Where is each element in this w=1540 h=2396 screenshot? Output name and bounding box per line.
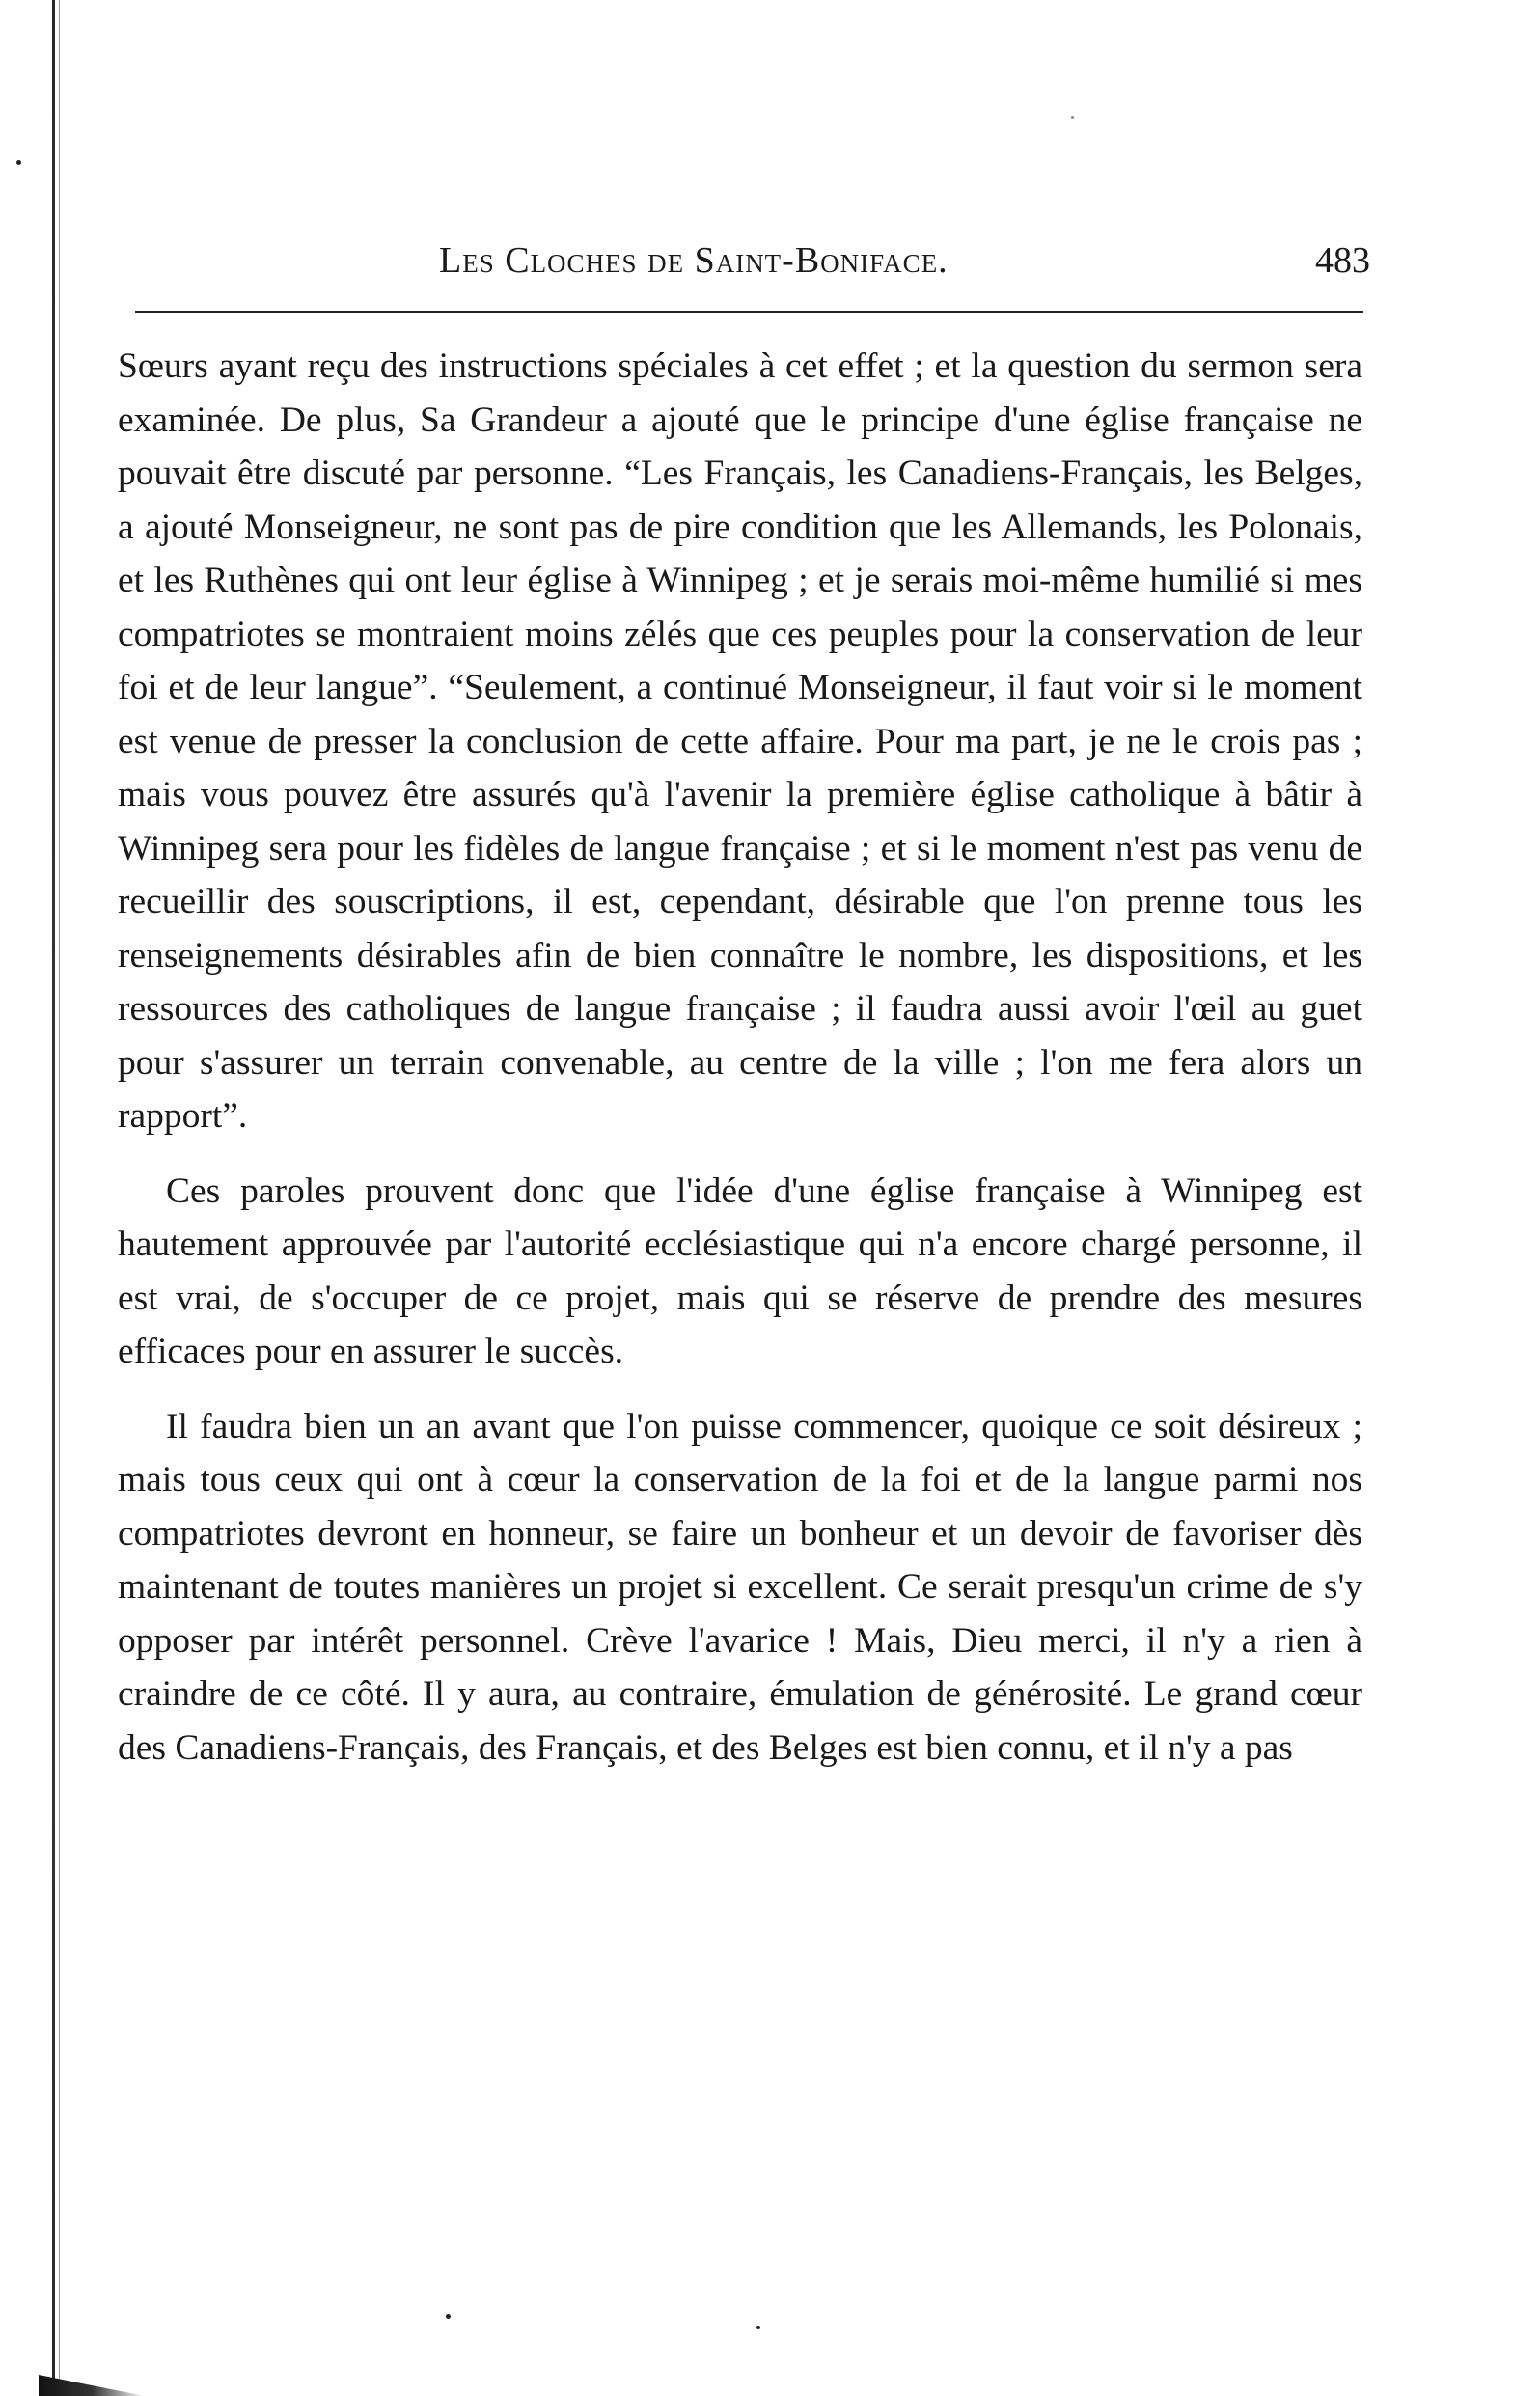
ink-speck [1071,116,1074,119]
ink-speck [16,160,21,165]
body-text [118,340,1362,1796]
ink-speck [446,2314,451,2319]
paragraph: Ces paroles prouvent donc que l'idée d'une église française à Winnipeg est hautement approuvée par l'autorité ecclésiastique qui n'a encore chargé personne, il est vrai, de s'occuper de ce projet, mais qui se réserve de prendre des mesures efficaces pour en assurer le succès. [118,1170,1362,1371]
ink-speck [756,2326,760,2329]
page-number: 483 [1315,240,1370,281]
page-corner-shadow [39,2375,145,2396]
page-header [125,239,1370,297]
binding-gutter-line [52,0,55,2396]
binding-gutter-edge [59,0,60,2396]
paragraph: Il faudra bien un an avant que l'on puisse commencer, quoique ce soit désireux ; mais tous ceux qui ont à cœur la conservation de la foi et de la langue parmi nos compatriotes devront en honneur, se faire un bonheur et un devoir de favoriser dès maintenant de toutes manières un projet si excellent. Ce serait presqu'un crime de s'y opposer par intérêt personnel. Crève l'avarice ! Mais, Dieu merci, il n'y a rien à craindre de ce côté. Il y aura, au contraire, émulation de générosité. Le grand cœur des Canadiens-Français, des Français, et des Belges est bien connu, et il n'y a pas [118,1406,1362,1768]
header-rule [135,311,1363,313]
running-title: Les Cloches de Saint-Boniface. [439,240,949,281]
paragraph-continuation: Sœurs ayant reçu des instructions spéciales à cet effet ; et la question du sermon sera examinée. De plus, Sa Grandeur a ajouté que le principe d'une église française ne pouvait être discuté par personne. “Les Français, les Canadiens-Français, les Belges, a ajouté Monseigneur, ne sont pas de pire condition que les Allemands, les Polonais, et les Ruthènes qui ont leur église à Winnipeg ; et je serais moi-même humilié si mes compatriotes se montraient moins zélés que ces peuples pour la conservation de leur foi et de leur langue”. “Seulement, a continué Monseigneur, il faut voir si le moment est venue de presser la conclusion de cette affaire. Pour ma part, je ne le crois pas ; mais vous pouvez être assurés qu'à l'avenir la première église catholique à bâtir à Winnipeg sera pour les fidèles de langue française ; et si le moment n'est pas venu de recueillir des souscriptions, il est, cependant, désirable que l'on prenne tous les renseignements désirables afin de bien connaître le nombre, les dispositions, et les ressources des catholiques de langue française ; il faudra aussi avoir l'œil au guet pour s'assurer un terrain convenable, au centre de la ville ; l'on me fera alors un rapport”. [118,346,1362,1136]
